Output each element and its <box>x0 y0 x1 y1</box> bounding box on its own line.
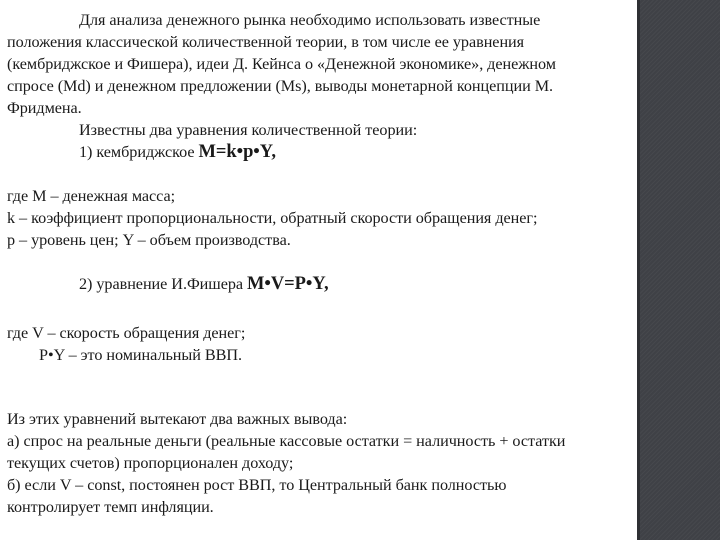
conclusions-line-4: б) если V – const, постоянен рост ВВП, то Центральный банк полностью <box>7 476 507 494</box>
paragraph1-line-5: Фридмена. <box>7 99 82 117</box>
definitions1-line-1: где M – денежная масса; <box>7 187 176 205</box>
decorative-side-panel <box>640 0 720 540</box>
definitions1-line-2: k – коэффициент пропорциональности, обратный скорости обращения денег; <box>7 209 538 227</box>
equation2-formula: M•V=P•Y, <box>247 274 329 294</box>
equation1-label: 1) кембриджское <box>79 143 199 161</box>
paragraph1-line-4: спросе (Md) и денежном предложении (Ms), выводы монетарной концепции М. <box>7 77 554 95</box>
conclusions-line-3: текущих счетов) пропорционален доходу; <box>7 454 294 472</box>
equation1 <box>79 143 276 161</box>
paragraph1-line-2: положения классической количественной теории, в том числе ее уравнения <box>7 33 525 51</box>
paragraph1-line-3: (кембриджское и Фишера), идеи Д. Кейнса о «Денежной экономике», денежном <box>7 55 556 73</box>
definitions2-line-2: P•Y – это номинальный ВВП. <box>39 346 242 364</box>
definitions2-line-1: где V – скорость обращения денег; <box>7 324 246 342</box>
equation2 <box>79 275 329 293</box>
definitions1-line-3: p – уровень цен; Y – объем производства. <box>7 231 291 249</box>
conclusions-line-2: а) спрос на реальные деньги (реальные кассовые остатки = наличность + остатки <box>7 432 566 450</box>
paragraph1-line-1: Для анализа денежного рынка необходимо использовать известные <box>79 11 541 29</box>
intro-two-equations: Известны два уравнения количественной теории: <box>79 121 418 139</box>
conclusions-line-1: Из этих уравнений вытекают два важных вывода: <box>7 410 348 428</box>
equation2-label: 2) уравнение И.Фишера <box>79 275 248 293</box>
equation1-formula: M=k•p•Y, <box>198 142 276 162</box>
conclusions-line-5: контролирует темп инфляции. <box>7 498 214 516</box>
